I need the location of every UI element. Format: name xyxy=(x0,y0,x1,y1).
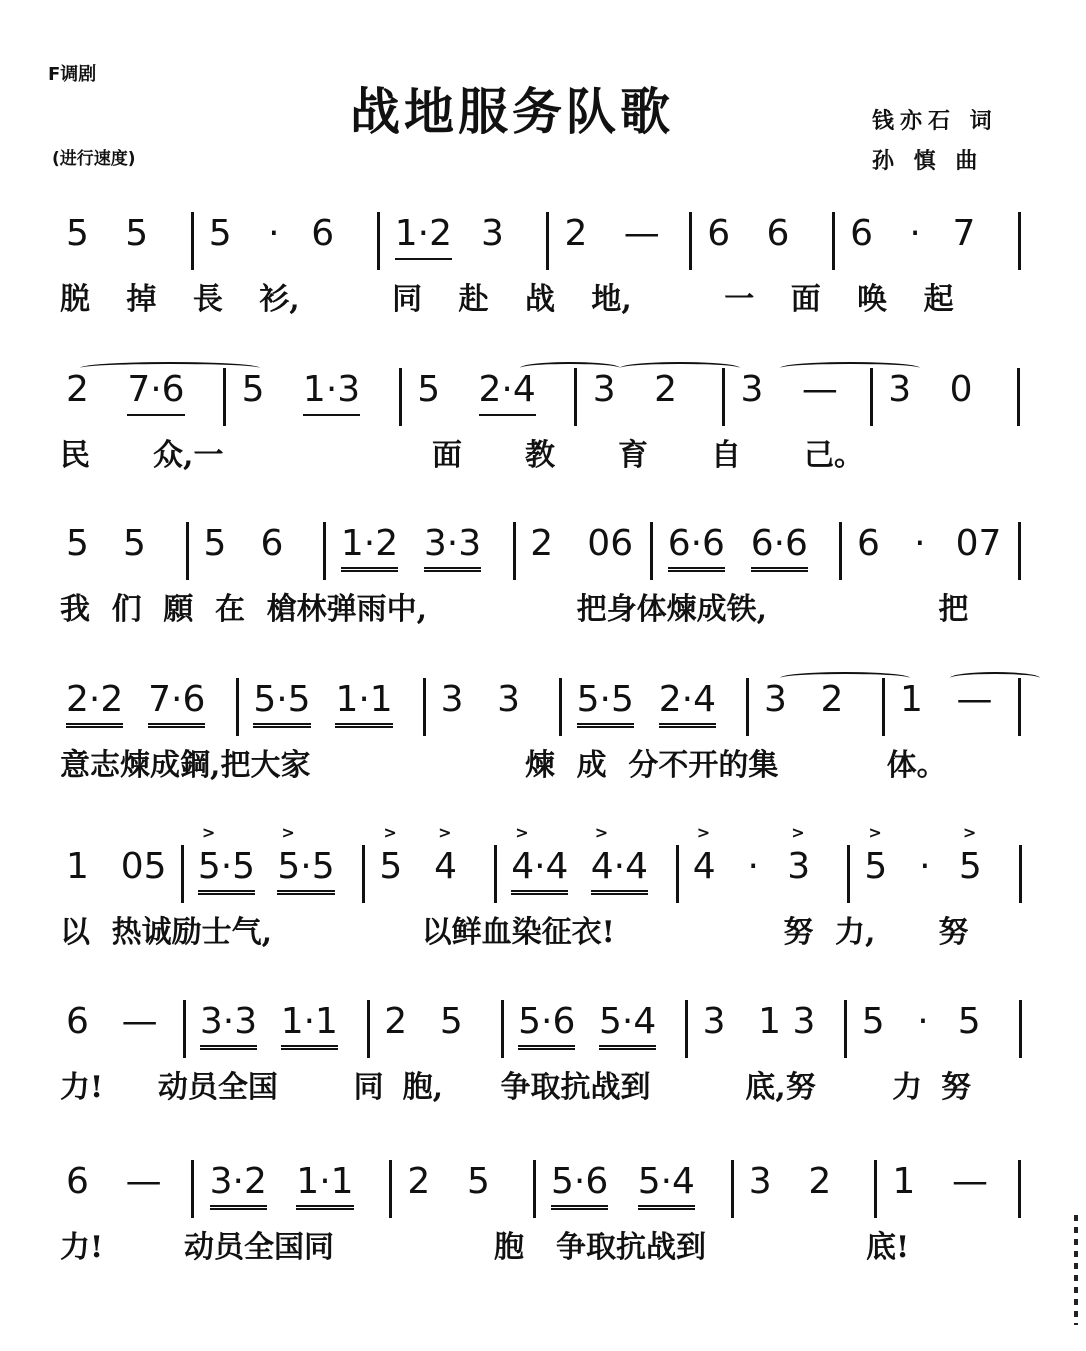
bar-line xyxy=(1018,678,1021,736)
lyric-segment: 教 xyxy=(525,438,555,473)
note: 5 xyxy=(957,1001,981,1042)
note: 3 xyxy=(592,369,616,410)
note: 5 xyxy=(861,1001,885,1042)
slur-mark xyxy=(780,672,910,684)
bar-line xyxy=(882,678,885,736)
lyric-segment: 掉 xyxy=(126,282,157,317)
bar-line xyxy=(559,678,562,736)
note: 5·5 xyxy=(277,845,334,895)
note: 5 xyxy=(66,523,89,564)
lyric-segment: 願 xyxy=(163,592,194,627)
bar-line xyxy=(874,1160,877,1218)
note: 5 xyxy=(66,213,89,254)
note: 6·6 xyxy=(668,522,725,572)
lyricist-credit: 钱亦石 词 xyxy=(872,109,998,134)
lyric-segment: 力! xyxy=(60,1230,104,1265)
slur-mark xyxy=(780,362,920,374)
bar-line xyxy=(323,522,326,580)
note: 5·6 xyxy=(551,1160,608,1210)
lyric-segment: 槍林弹雨中, xyxy=(266,592,428,627)
note: 7·6 xyxy=(148,678,205,728)
note: 4·4 xyxy=(591,845,648,895)
note: 6 xyxy=(66,1161,89,1202)
note: 1·1 xyxy=(335,678,392,728)
bar-line xyxy=(1018,1160,1021,1218)
notation-row xyxy=(60,1000,1050,1062)
note: 2 xyxy=(808,1161,832,1202)
bar-line xyxy=(389,1160,392,1218)
note: 2 xyxy=(66,369,89,410)
bar-line xyxy=(832,212,835,270)
bar-line xyxy=(839,522,842,580)
lyric-segment: 战 xyxy=(525,282,555,317)
bar-line xyxy=(1019,845,1022,903)
note: 5 xyxy=(417,369,441,410)
accent-mark: > xyxy=(962,823,977,842)
lyrics-row xyxy=(60,274,1050,320)
bar-line xyxy=(191,212,194,270)
lyrics-row xyxy=(60,584,1050,630)
note: 5 xyxy=(958,846,982,887)
note: 5 xyxy=(379,846,403,887)
lyric-segment: 体。 xyxy=(886,748,947,783)
lyric-segment: 动员全国同 xyxy=(184,1230,334,1265)
lyric-segment: 努 xyxy=(783,915,814,950)
note: 3 xyxy=(888,369,912,410)
lyric-segment: 热诚励士气, xyxy=(111,915,273,950)
note: 2 xyxy=(407,1161,431,1202)
note: 3 xyxy=(740,369,764,410)
dot-extension: · xyxy=(917,1001,929,1042)
slur-mark xyxy=(950,672,1040,684)
note: 5 xyxy=(123,523,146,564)
lyric-segment: 唤 xyxy=(857,282,888,317)
note: 7 xyxy=(952,213,976,254)
note: 3·2 xyxy=(210,1160,267,1210)
bar-line xyxy=(223,368,226,426)
note: 3 xyxy=(440,679,464,720)
note: 7·6 xyxy=(127,368,184,416)
dot-extension: · xyxy=(914,523,926,564)
note: 3 xyxy=(748,1161,772,1202)
lyric-segment: 力 xyxy=(892,1070,923,1105)
accent-mark: > xyxy=(868,823,882,842)
bar-line xyxy=(685,1000,688,1058)
note: 4·4 xyxy=(511,845,568,895)
note: 1 xyxy=(66,846,89,887)
lyric-segment: 同 xyxy=(353,1070,384,1105)
tempo-marking: (进行速度) xyxy=(52,149,136,169)
lyric-segment: 争取抗战到 xyxy=(500,1070,651,1105)
lyrics-row xyxy=(60,1222,1050,1268)
bar-line xyxy=(181,845,184,903)
dot-extension: · xyxy=(919,846,931,887)
note: 5 xyxy=(241,369,265,410)
lyric-segment: 煉 xyxy=(525,748,555,783)
bar-line xyxy=(676,845,679,903)
note: 5 xyxy=(864,846,888,887)
bar-line xyxy=(377,212,380,270)
lyric-segment: 底! xyxy=(866,1230,910,1265)
lyric-segment: 胞 xyxy=(494,1230,524,1265)
lyric-segment: 我 xyxy=(60,592,90,627)
note: 1·1 xyxy=(296,1160,353,1210)
accent-mark: > xyxy=(696,823,711,842)
lyric-segment: 己。 xyxy=(804,438,864,473)
note: 5·5 xyxy=(198,845,255,895)
bar-line xyxy=(236,678,239,736)
notation-row xyxy=(60,212,1050,274)
bar-line xyxy=(533,1160,536,1218)
bar-line xyxy=(574,368,577,426)
accent-mark: > xyxy=(791,823,805,842)
lyric-segment: 分不开的集 xyxy=(628,748,779,783)
lyric-segment: 底,努 xyxy=(745,1070,816,1105)
scan-edge-mark xyxy=(1074,1215,1078,1325)
note: 6 xyxy=(66,1001,89,1042)
dot-extension: · xyxy=(268,213,280,254)
dot-extension: · xyxy=(747,846,759,887)
lyrics-row xyxy=(60,1062,1050,1108)
lyrics-row xyxy=(60,740,1050,786)
note: 1·3 xyxy=(303,368,360,416)
bar-line xyxy=(650,522,653,580)
note: 07 xyxy=(955,523,1002,564)
lyric-segment: 面 xyxy=(432,438,462,473)
song-title: 战地服务队歌 xyxy=(350,82,674,141)
bar-line xyxy=(1018,522,1021,580)
accent-mark: > xyxy=(515,823,529,842)
note: 4 xyxy=(692,846,716,887)
lyric-segment: 脱 xyxy=(60,282,90,317)
key-signature: F调剧 xyxy=(48,64,97,85)
note: 5·5 xyxy=(253,678,310,728)
lyric-segment: 力, xyxy=(835,915,876,950)
note: 5 xyxy=(439,1001,463,1042)
note: 1·1 xyxy=(281,1000,338,1050)
note: 2 xyxy=(654,369,678,410)
note: 5 xyxy=(203,523,227,564)
lyric-segment: 以鲜血染征衣! xyxy=(421,915,615,950)
lyric-segment: 力! xyxy=(60,1070,104,1105)
accent-mark: > xyxy=(383,823,397,842)
bar-line xyxy=(367,1000,370,1058)
note: 05 xyxy=(120,846,167,887)
lyric-segment: 育 xyxy=(618,438,648,473)
note: 06 xyxy=(587,523,634,564)
bar-line xyxy=(513,522,516,580)
note: 2·4 xyxy=(479,368,536,416)
lyric-segment: 赴 xyxy=(458,282,489,317)
accent-mark: > xyxy=(594,823,609,842)
note: 1·2 xyxy=(395,212,452,260)
note: 3·3 xyxy=(424,522,481,572)
sustain-dash: — xyxy=(121,1001,158,1042)
slur-mark xyxy=(80,362,260,374)
note: 3 xyxy=(497,679,521,720)
lyric-segment: 们 xyxy=(111,592,142,627)
note: 5·4 xyxy=(638,1160,695,1210)
lyric-segment: 动员全国 xyxy=(157,1070,278,1105)
sustain-dash: — xyxy=(801,369,838,410)
note: 6 xyxy=(857,523,880,564)
lyric-segment: 民 xyxy=(60,438,90,473)
note: 5 xyxy=(208,213,232,254)
bar-line xyxy=(847,845,850,903)
bar-line xyxy=(494,845,497,903)
note: 2·4 xyxy=(659,678,716,728)
bar-line xyxy=(689,212,692,270)
bar-line xyxy=(844,1000,847,1058)
notation-row xyxy=(60,522,1050,584)
notation-row xyxy=(60,368,1050,430)
note: 0 xyxy=(949,369,973,410)
note: 1 xyxy=(899,679,923,720)
dot-extension: · xyxy=(909,213,921,254)
note: 1 3 xyxy=(758,1001,816,1042)
lyrics-row xyxy=(60,430,1050,476)
bar-line xyxy=(423,678,426,736)
lyric-segment: 争取抗战到 xyxy=(556,1230,706,1265)
sustain-dash: — xyxy=(952,1161,988,1202)
lyric-segment: 努 xyxy=(938,915,969,950)
note: 5·6 xyxy=(518,1000,575,1050)
bar-line xyxy=(1017,368,1020,426)
sustain-dash: — xyxy=(125,1161,162,1202)
accent-mark: > xyxy=(201,823,216,842)
note: 5·5 xyxy=(577,678,634,728)
note: 3 xyxy=(763,679,787,720)
lyric-segment: 一 xyxy=(724,282,755,317)
bar-line xyxy=(186,522,189,580)
lyric-segment: 众,一 xyxy=(153,438,224,473)
bar-line xyxy=(731,1160,734,1218)
accent-mark: > xyxy=(438,823,452,842)
note: 3 xyxy=(480,213,504,254)
lyric-segment: 長 xyxy=(192,282,223,317)
note: 1·2 xyxy=(341,522,398,572)
lyric-segment: 地, xyxy=(591,282,632,317)
lyric-segment: 把身体煉成铁, xyxy=(576,592,768,627)
note: 2 xyxy=(820,679,844,720)
sustain-dash: — xyxy=(956,679,993,720)
notation-row xyxy=(60,1160,1050,1222)
composer-credit: 孙 慎 曲 xyxy=(872,149,984,174)
notation-row xyxy=(60,678,1050,740)
lyric-segment: 以 xyxy=(60,915,90,950)
lyric-segment: 胞, xyxy=(402,1070,444,1105)
sustain-dash: — xyxy=(623,213,660,254)
note: 5·4 xyxy=(599,1000,656,1050)
note: 6 xyxy=(766,213,790,254)
note: 5 xyxy=(125,213,149,254)
accent-mark: > xyxy=(281,823,295,842)
bar-line xyxy=(501,1000,504,1058)
bar-line xyxy=(1018,212,1021,270)
bar-line xyxy=(183,1000,186,1058)
note: 4 xyxy=(434,846,457,887)
notation-row xyxy=(60,823,1050,907)
slur-mark xyxy=(520,362,620,374)
bar-line xyxy=(1019,1000,1022,1058)
bar-line xyxy=(546,212,549,270)
bar-line xyxy=(191,1160,194,1218)
bar-line xyxy=(746,678,749,736)
note: 2 xyxy=(530,523,554,564)
note: 1 xyxy=(892,1161,916,1202)
note: 3 xyxy=(702,1001,726,1042)
note: 6 xyxy=(850,213,873,254)
note: 2 xyxy=(384,1001,408,1042)
bar-line xyxy=(362,845,365,903)
lyric-segment: 起 xyxy=(923,282,954,317)
lyric-segment: 在 xyxy=(215,592,245,627)
bar-line xyxy=(870,368,873,426)
lyric-segment: 同 xyxy=(392,282,423,317)
lyric-segment: 努 xyxy=(941,1070,972,1105)
note: 5 xyxy=(467,1161,490,1202)
note: 3·3 xyxy=(200,1000,257,1050)
lyric-segment: 面 xyxy=(790,282,821,317)
bar-line xyxy=(722,368,725,426)
lyric-segment: 意志煉成鋼,把大家 xyxy=(60,748,311,783)
lyric-segment: 衫, xyxy=(259,282,300,317)
note: 2 xyxy=(564,213,588,254)
note: 6 xyxy=(311,213,335,254)
lyrics-row xyxy=(60,907,1050,953)
note: 6 xyxy=(707,213,731,254)
bar-line xyxy=(399,368,402,426)
lyric-segment: 自 xyxy=(711,438,741,473)
note: 2·2 xyxy=(66,678,123,728)
note: 6·6 xyxy=(751,522,808,572)
slur-mark xyxy=(620,362,740,374)
note: 3 xyxy=(787,846,811,887)
note: 6 xyxy=(260,523,284,564)
lyric-segment: 成 xyxy=(576,748,607,783)
lyric-segment: 把 xyxy=(938,592,969,627)
